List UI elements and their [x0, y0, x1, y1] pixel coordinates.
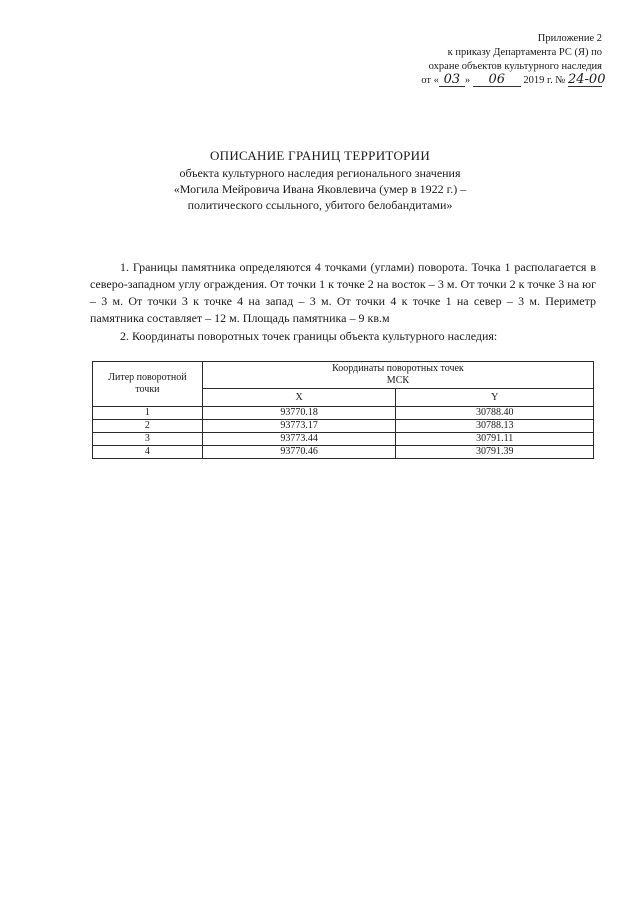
header-coordinates-title: Координаты поворотных точек	[332, 363, 464, 374]
point-y: 30791.11	[396, 433, 594, 446]
table-row	[93, 407, 594, 420]
point-x: 93770.46	[202, 446, 396, 459]
annex-header	[421, 32, 606, 88]
object-name-line1: «Могила Мейровича Ивана Яковлевича (умер в 1922 г.) –	[173, 182, 467, 196]
year-text: 2019 г. №	[523, 75, 566, 86]
header-litera: Литер поворотной точки	[93, 362, 203, 407]
point-number: 3	[93, 433, 203, 446]
handwritten-day: 03	[439, 74, 465, 87]
table-row	[93, 433, 594, 446]
point-x: 93770.18	[202, 407, 396, 420]
handwritten-order-number: 24-00	[568, 72, 606, 87]
annex-order-ref: к приказу Департамента РС (Я) по	[447, 47, 602, 58]
point-y: 30791.39	[396, 446, 594, 459]
point-number: 1	[93, 407, 203, 420]
table-header-row	[93, 362, 594, 389]
document-heading: ОПИСАНИЕ ГРАНИЦ ТЕРРИТОРИИ	[209, 148, 431, 163]
point-y: 30788.40	[396, 407, 594, 420]
header-y: Y	[396, 389, 594, 407]
object-type: объекта культурного наследия регионального значения	[179, 166, 461, 180]
table-row	[93, 420, 594, 433]
handwritten-month: 06	[473, 74, 521, 87]
header-x: X	[202, 389, 396, 407]
boundary-description-paragraph: 1. Границы памятника определяются 4 точками (углами) поворота. Точка 1 располагается в северо-западном углу ограждения. От точки 1 к точке 2 на восток – 3 м. От точки 2 к точке 3 на юг – 3 м. От точки 3 к точке 4 на запад – 3 м. От точки 4 к точке 1 на север – 3 м. Периметр памятника составляет – 12 м. Площадь памятника – 9 кв.м	[90, 260, 596, 325]
table-row	[93, 446, 594, 459]
document-title-block	[0, 147, 640, 213]
coordinates-intro-paragraph: 2. Координаты поворотных точек границы объекта культурного наследия:	[120, 329, 498, 343]
date-mid: »	[464, 75, 471, 86]
point-number: 4	[93, 446, 203, 459]
point-y: 30788.13	[396, 420, 594, 433]
annex-title: Приложение 2	[537, 33, 602, 44]
point-number: 2	[93, 420, 203, 433]
date-prefix: от «	[421, 75, 439, 86]
header-coordinate-system: МСК	[386, 375, 410, 386]
coordinates-table	[92, 361, 594, 459]
annex-date-line	[421, 72, 606, 88]
object-name-line2: политического ссыльного, убитого белобандитами»	[187, 198, 453, 212]
header-coordinates	[202, 362, 593, 389]
point-x: 93773.44	[202, 433, 396, 446]
point-x: 93773.17	[202, 420, 396, 433]
annex-department: охране объектов культурного наследия	[428, 61, 602, 72]
